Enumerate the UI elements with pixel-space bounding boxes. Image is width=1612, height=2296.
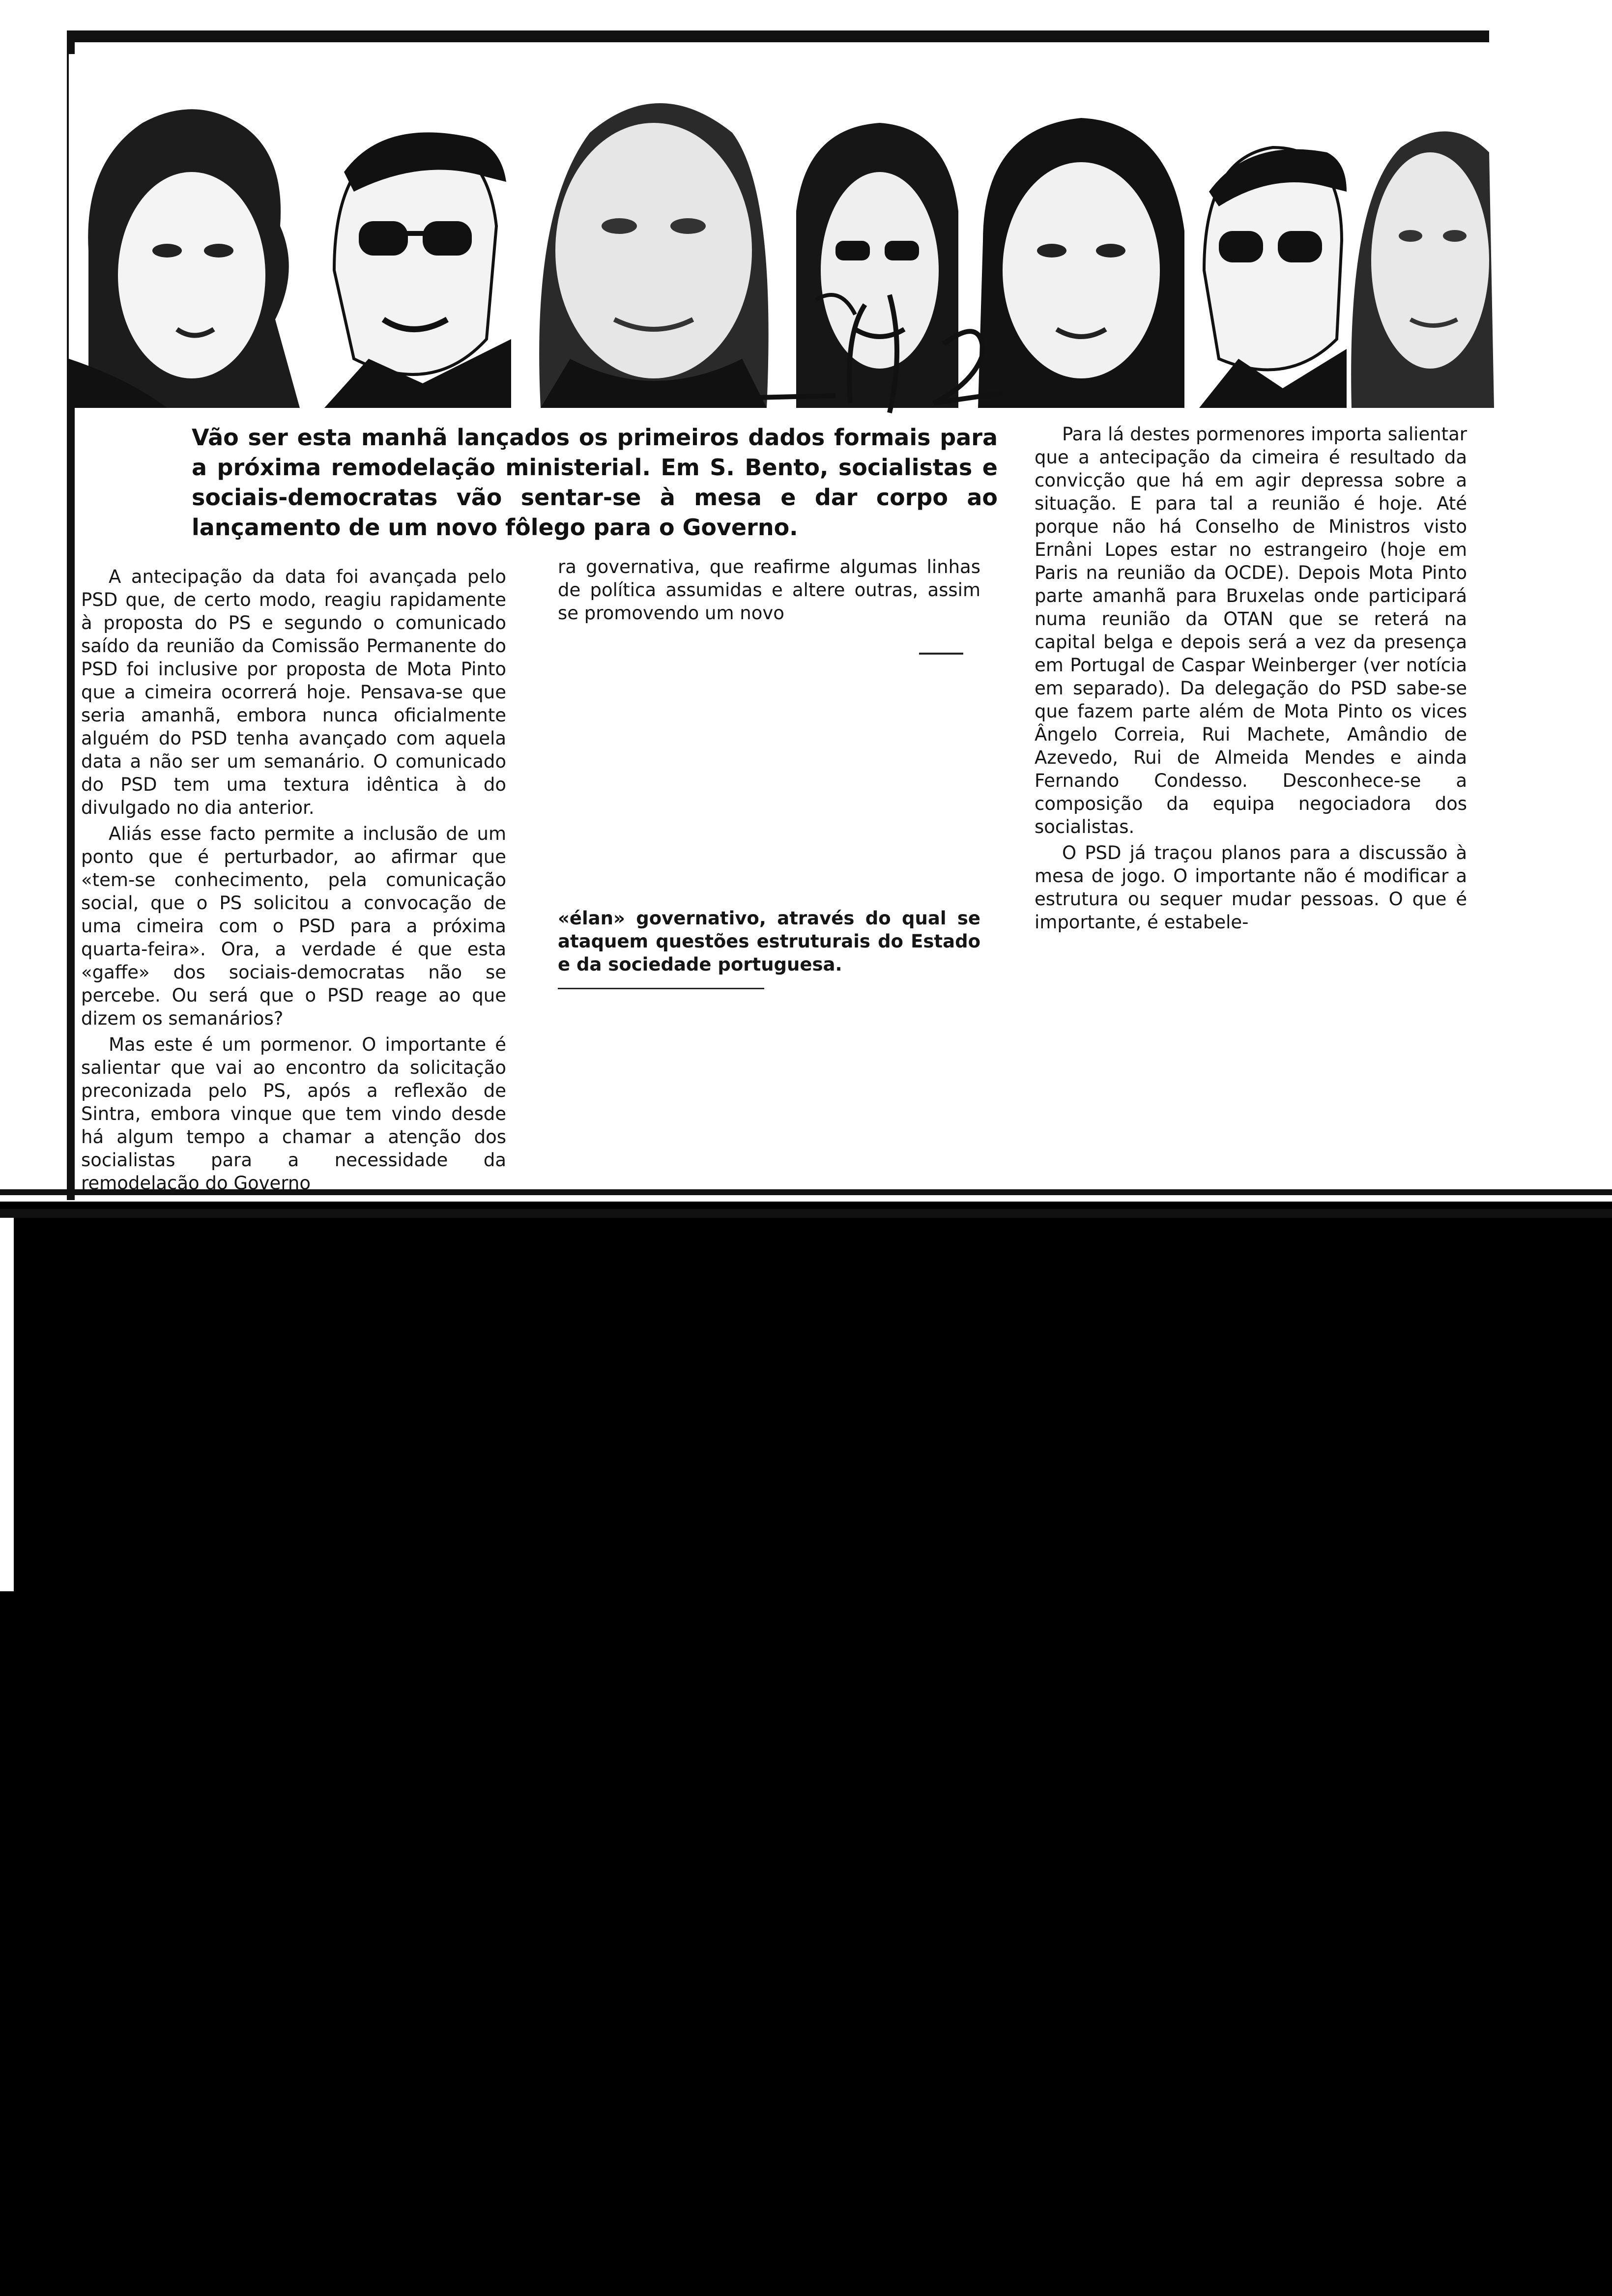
lead-paragraph: Vão ser esta manhã lançados os primeiros dados formais para a próxima remodelação ministerial. Em S. Bento, socialistas e sociais-democratas vão sentar-se à mesa e dar corpo ao lançamento de um novo fôlego para o Governo. bbox=[192, 424, 998, 541]
article-column-2-bottom bbox=[558, 907, 980, 979]
paragraph: Para lá destes pormenores importa salientar que a antecipação da cimeira é resultado da convicção que há em agir depressa sobre a situação. E para tal a reunião é hoje. Até porque não há Conselho de Ministros visto Ernâni Lopes estar no estrangeiro (hoje em Paris na reunião da OCDE). Depois Mota Pinto parte amanhã para Bruxelas onde participará numa reunião da OTAN que se reterá na capital belga e depois será a vez da presença em Portugal de Caspar Weinberger (ver notícia em separado). Da delegação do PSD sabe-se que fazem parte além de Mota Pinto os vices Ângelo Correia, Rui Machete, Amândio de Azevedo, Rui de Almeida Mendes e ainda Fernando Condesso. Desconhece-se a composição da equipa negociadora dos socialistas. bbox=[1035, 424, 1467, 837]
portrait-photo bbox=[1199, 64, 1347, 408]
scan-edge bbox=[0, 1218, 14, 1591]
article-column-3 bbox=[1035, 423, 1467, 998]
bottom-rule bbox=[0, 1209, 1612, 1218]
paragraph: A antecipação da data foi avançada pelo PSD que, de certo modo, reagiu rapidamente à proposta do PS e segundo o comunicado saído da reunião da Comissão Permanente do PSD foi inclusive por proposta de Mota Pinto que a cimeira ocorrerá hoje. Pensava-se que seria amanhã, embora nunca oficialmente alguém do PSD tenha avançado com aquela data a não ser um semanário. O comunicado do PSD tem uma textura idêntica à do divulgado no dia anterior. bbox=[81, 566, 506, 818]
paragraph: ra governativa, que reafirme algumas linhas de política assumidas e altere outras, assim se promovendo um novo bbox=[558, 556, 980, 624]
handwritten-mark bbox=[727, 275, 1032, 423]
article-column-2-top bbox=[558, 555, 980, 628]
paragraph: Aliás esse facto permite a inclusão de um ponto que é perturbador, ao afirmar que «tem-se conhecimento, pela comunicação social, que o PS solicitou a convocação de uma cimeira com o PSD para a próxima quarta-feira». Ora, a verdade é que esta «gaffe» dos sociais-democratas não se percebe. Ou será que o PSD reage ao que dizem os semanários? bbox=[81, 823, 506, 1029]
paragraph: Mas este é um pormenor. O importante é salientar que vai ao encontro da solicitação preconizada pelo PS, após a reflexão de Sintra, embora vinque que tem vindo desde há algum tempo a chamar a atenção dos socialistas para a necessidade da remodelação do Governo bbox=[81, 1034, 506, 1194]
portrait-photo bbox=[1347, 64, 1494, 408]
paragraph: «élan» governativo, através do qual se ataquem questões estruturais do Estado e da sociedade portuguesa. bbox=[558, 908, 980, 975]
portrait-photo bbox=[324, 64, 511, 408]
divider bbox=[919, 653, 963, 655]
divider bbox=[558, 988, 764, 989]
blank-area bbox=[555, 639, 983, 885]
portrait-photo bbox=[69, 64, 324, 408]
paragraph: O PSD já traçou planos para a discussão à mesa de jogo. O importante não é modificar a estrutura ou sequer mudar pessoas. O que é importante, é estabele- bbox=[1035, 842, 1467, 933]
article-column-1 bbox=[81, 565, 506, 1194]
top-rule bbox=[74, 30, 1489, 42]
